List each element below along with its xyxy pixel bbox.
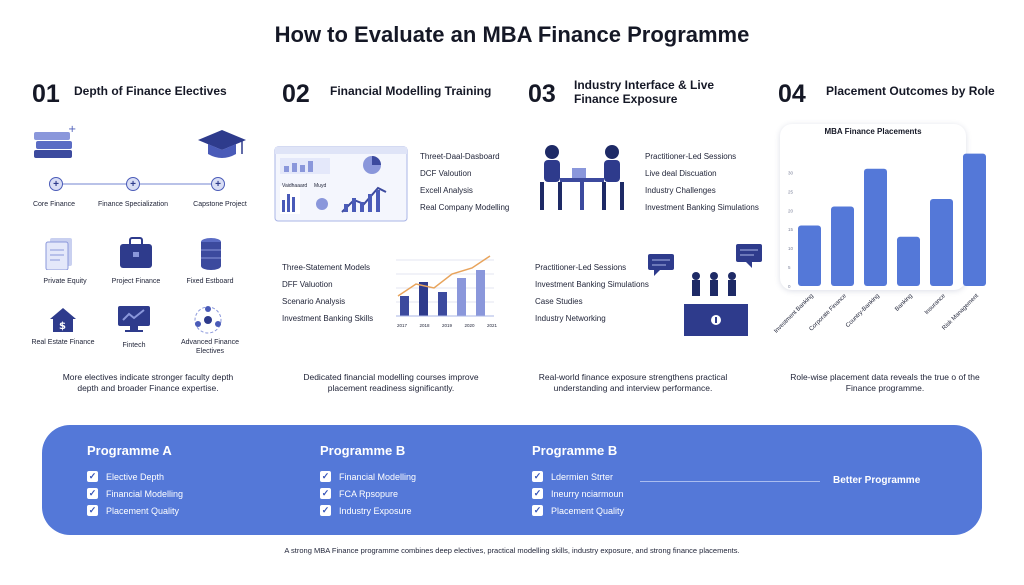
svg-text:+: +	[68, 124, 77, 135]
modelling-item: Investment Banking Skills	[282, 314, 374, 323]
chart-bar	[798, 225, 821, 286]
modelling-item: Scenario Analysis	[282, 297, 346, 306]
modelling-item: Excell Analysis	[420, 186, 473, 195]
timeline-label-capstone: Capstone Project	[193, 201, 247, 208]
elective-label-fixed: Fixed Estboard	[186, 278, 234, 285]
programme-criterion	[320, 468, 416, 485]
x-tick-label: Banking	[894, 293, 914, 313]
industry-item: Investment Banking Simulations	[645, 203, 759, 212]
chart-bar	[930, 199, 953, 286]
books-icon	[30, 124, 80, 166]
meeting-icon	[530, 140, 634, 216]
industry-item: Practitioner-Led Sessions	[645, 152, 737, 161]
elective-label-real-estate: Real Estate Finance	[31, 339, 95, 346]
modelling-list-a	[420, 148, 509, 216]
checkbox-icon: ✓	[533, 505, 542, 515]
criterion-label: FCA Rpsopure	[339, 488, 399, 499]
programme-criterion	[320, 485, 416, 502]
checkbox-icon: ✓	[321, 488, 330, 498]
y-tick-label: 15	[788, 227, 794, 233]
growth-chart-icon	[394, 250, 498, 330]
footer-summary: A strong MBA Finance programme combines deep electives, practical modelling skills, industry exposure, and strong finance placements.	[284, 546, 740, 555]
programme-criterion	[87, 485, 183, 502]
modelling-item: Threet-Daal-Dasboard	[420, 152, 500, 161]
criterion-label: Ineurry nciarmoun	[551, 488, 624, 499]
growth-chart-tick: 2018	[419, 323, 430, 328]
x-tick-label: Insurance	[924, 293, 947, 317]
better-programme-label: Better Programme	[833, 475, 921, 486]
industry-item: Case Studies	[535, 297, 583, 306]
timeline-dot-3: +	[211, 177, 225, 191]
programme-criterion	[87, 468, 183, 485]
growth-chart-ticks	[397, 321, 497, 331]
growth-chart-tick: 2021	[486, 323, 497, 328]
chart-bar	[897, 237, 920, 286]
section-1-number: 01	[32, 80, 60, 108]
programme-criterion	[532, 468, 624, 485]
y-tick-label: 0	[788, 284, 791, 289]
section-2-number: 02	[282, 80, 310, 108]
x-tick-label: Corporate Finance	[808, 293, 848, 333]
programme-b-card	[320, 443, 416, 519]
industry-list-a	[645, 148, 759, 216]
criterion-label: Financial Modelling	[339, 471, 417, 482]
programme-title: Programme A	[87, 443, 172, 458]
modelling-item: DFF Valuotion	[282, 280, 333, 289]
criterion-label: Financial Modelling	[106, 488, 184, 499]
x-tick-label: Investment Banking	[773, 293, 815, 335]
monitor-icon	[116, 304, 152, 334]
timeline-label-core: Core Finance	[32, 201, 76, 208]
panel-discussion-icon	[640, 240, 770, 338]
chart-bar	[963, 154, 986, 286]
timeline-label-specialization: Finance Specialization	[97, 201, 169, 208]
placement-chart	[760, 140, 1000, 350]
programme-title: Programme B	[532, 443, 618, 458]
modelling-list-b	[282, 259, 373, 327]
document-stack-icon	[44, 236, 78, 270]
section-4-title: Placement Outcomes by Role	[826, 84, 995, 98]
section-3-number: 03	[528, 80, 556, 108]
growth-chart-tick: 2020	[464, 323, 475, 328]
section-3-caption: Real-world finance exposure strengthens practical understanding and interview performance.	[538, 372, 728, 393]
industry-item: Investment Banking Simulations	[535, 280, 649, 289]
modelling-item: Three-Statement Models	[282, 263, 371, 272]
criterion-label: Ldermien Strter	[551, 471, 614, 482]
x-tick-label: Risk Management	[941, 293, 980, 332]
briefcase-icon	[118, 236, 154, 270]
industry-item: Practitioner-Led Sessions	[535, 263, 627, 272]
programme-criterion	[320, 502, 416, 519]
checkbox-icon: ✓	[533, 471, 542, 481]
dashboard-label-1: Vaidhaaard	[282, 183, 308, 189]
database-icon	[198, 236, 224, 272]
programme-criterion	[532, 502, 624, 519]
criterion-label: Industry Exposure	[339, 505, 412, 516]
section-2-caption: Dedicated financial modelling courses improve placement readiness significantly.	[303, 372, 479, 393]
industry-list-b	[535, 259, 649, 327]
modelling-item: DCF Valoution	[420, 169, 472, 178]
house-dollar-icon	[48, 306, 78, 334]
timeline-dot-1: +	[49, 177, 63, 191]
elective-label-private-equity: Private Equity	[43, 278, 87, 285]
industry-item: Industry Networking	[535, 314, 606, 323]
checkbox-icon: ✓	[321, 505, 330, 515]
checkbox-icon: ✓	[321, 471, 330, 481]
programme-a-card	[87, 443, 183, 519]
y-tick-label: 10	[788, 246, 794, 252]
section-4-number: 04	[778, 80, 806, 108]
page-title: How to Evaluate an MBA Finance Programme	[274, 22, 750, 47]
growth-chart-tick: 2017	[397, 323, 408, 328]
timeline-dot-2: +	[126, 177, 140, 191]
programme-criterion	[532, 485, 624, 502]
x-tick-label: Country-Banking	[845, 293, 881, 330]
y-tick-label: 25	[788, 189, 794, 195]
y-tick-label: 30	[788, 170, 794, 176]
chart-bar	[831, 207, 854, 286]
section-1-caption: More electives indicate stronger faculty depth depth and broader Finance expertise.	[62, 372, 234, 393]
checkbox-icon: ✓	[88, 488, 97, 498]
criterion-label: Placement Quality	[106, 505, 180, 516]
industry-item: Industry Challenges	[645, 186, 716, 195]
y-tick-label: 5	[788, 265, 791, 271]
criterion-label: Elective Depth	[106, 471, 165, 482]
elective-label-advanced: Advanced Finance Electives	[181, 339, 239, 355]
elective-label-fintech: Fintech	[122, 342, 146, 349]
section-4-caption: Role-wise placement data reveals the true o of the Finance programme.	[790, 372, 980, 393]
chart-bar	[864, 169, 887, 286]
section-3-title: Industry Interface & Live Finance Exposure	[574, 78, 715, 106]
programme-criterion	[87, 502, 183, 519]
svg-text:$: $	[59, 321, 66, 332]
graduation-cap-icon	[196, 126, 248, 166]
checkbox-icon: ✓	[88, 471, 97, 481]
dashboard-label-2: Muyd	[314, 183, 327, 189]
section-2-title: Financial Modelling Training	[330, 84, 492, 98]
network-icon	[192, 304, 224, 336]
programme-title: Programme B	[320, 443, 406, 458]
criterion-label: Placement Quality	[551, 505, 625, 516]
programme-c-card	[532, 443, 624, 519]
comparison-arrow-line	[640, 481, 820, 482]
elective-label-project-finance: Project Finance	[111, 278, 161, 285]
growth-chart-tick: 2019	[441, 323, 452, 328]
checkbox-icon: ✓	[533, 488, 542, 498]
modelling-item: Real Company Modelling	[420, 203, 510, 212]
section-1-title: Depth of Finance Electives	[74, 84, 227, 98]
checkbox-icon: ✓	[88, 505, 97, 515]
chart-title: MBA Finance Placements	[824, 127, 922, 136]
industry-item: Live deal Discuation	[645, 169, 717, 178]
y-tick-label: 20	[788, 208, 794, 214]
